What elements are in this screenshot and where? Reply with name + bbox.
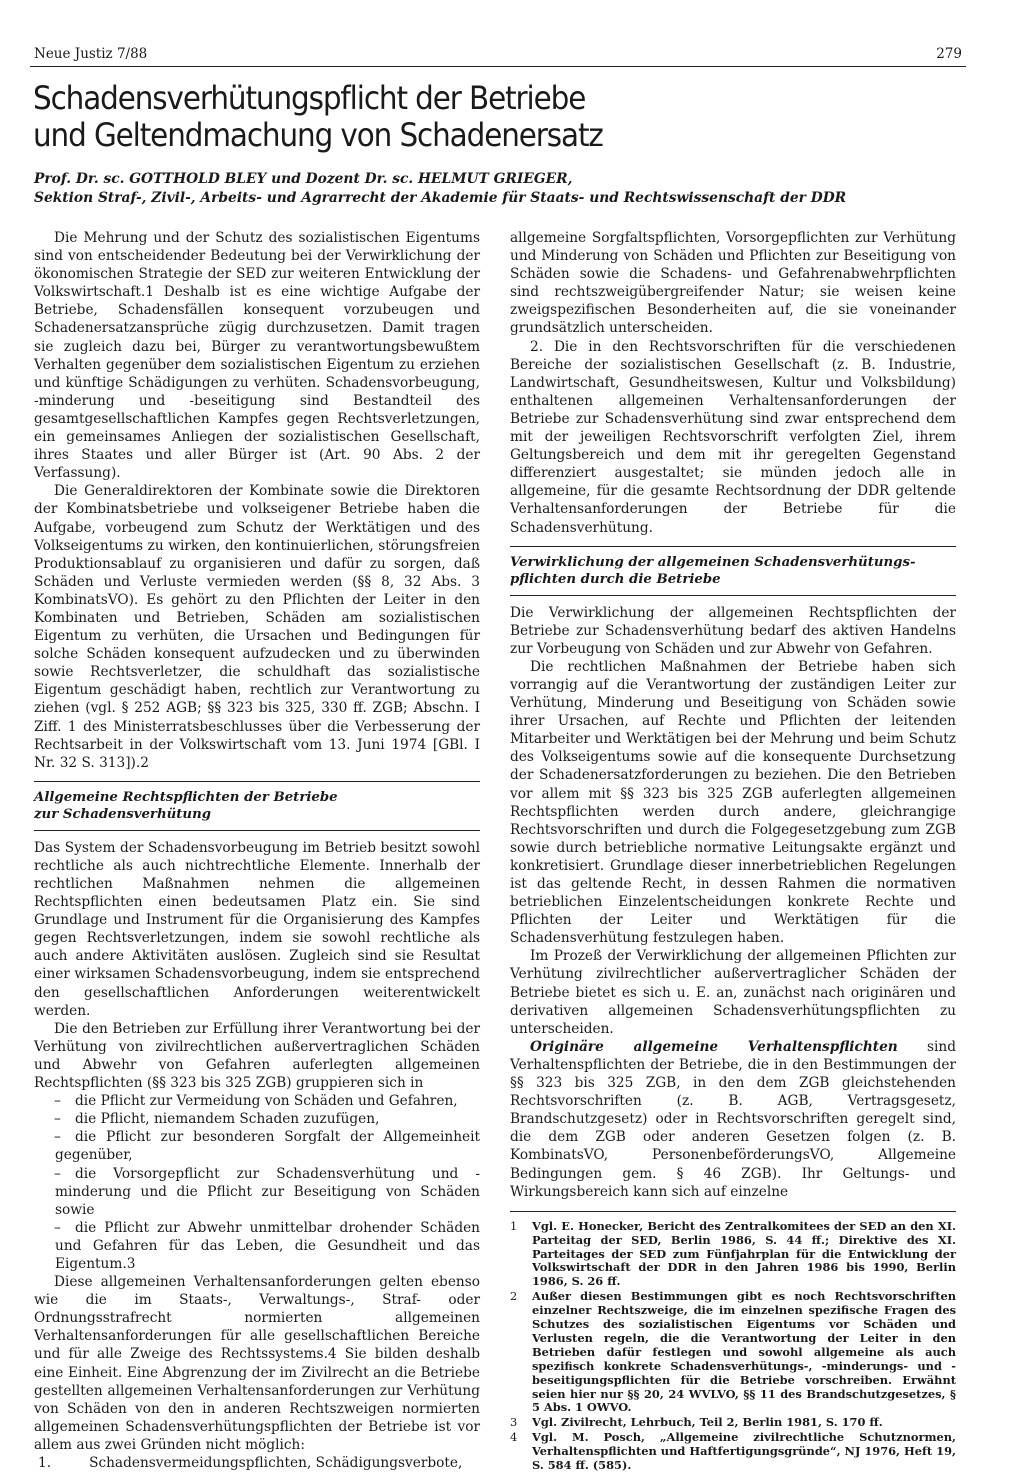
paragraph: Diese allgemeinen Verhaltensanforderungen gelten ebenso wie die im Staats-, Verwaltungs-, Straf- oder Ordnungsstrafrecht normierten allgemeinen Verhaltensanforderungen für alle gesellschaftlichen Bereiche und für alle Zweige des Rechtssystems.4 Sie bilden deshalb eine Einheit. Eine Abgrenzung der im Zivilrecht an die Betriebe gestellten allgemeinen Verhaltensanforderungen zur Verhütung von Schäden von den in anderen Rechtszweigen normierten allgemeinen Schadensverhütungspflichten der Betriebe ist vor allem aus zwei Gründen nicht möglich: bbox=[34, 1274, 480, 1453]
footnote bbox=[510, 1290, 956, 1415]
footnote-text: Vgl. Zivilrecht, Lehrbuch, Teil 2, Berlin 1981, S. 170 ff. bbox=[532, 1415, 883, 1430]
footnotes bbox=[510, 1220, 956, 1473]
paragraph: Im Prozeß der Verwirklichung der allgemeinen Pflichten zur Verhütung zivilrechtlicher außervertraglicher Schäden der Betriebe bietet es sich u. E. an, zunächst nach originären und derivativen allgemeinen Schadensverhütungspflichten zu unterscheiden. bbox=[510, 948, 956, 1037]
section-heading-line: Allgemeine Rechtspflichten der Betriebe bbox=[34, 789, 338, 805]
footnote-number: 4 bbox=[510, 1430, 518, 1445]
footnote-number: 1 bbox=[510, 1218, 518, 1233]
footnote-number: 3 bbox=[510, 1415, 518, 1430]
footnote-text: Vgl. M. Posch, „Allgemeine zivilrechtliche Schutznormen, Verhaltenspflichten und Haftfertigungsgründe“, NJ 1976, Heft 19, S. 584 ff. (585). bbox=[532, 1430, 956, 1473]
authors-affiliation: Sektion Straf-, Zivil-, Arbeits- und Agrarrecht der Akademie für Staats- und Rechtswissenschaft der DDR bbox=[34, 190, 847, 206]
article-title bbox=[33, 80, 898, 154]
footnote bbox=[510, 1431, 956, 1473]
footnote-rule bbox=[510, 1211, 956, 1212]
list-item: – die Pflicht, niemandem Schaden zuzufügen, bbox=[34, 1110, 480, 1128]
numbered-item-text: Schadensvermeidungspflichten, Schädigungsverbote, bbox=[89, 1455, 463, 1471]
numbered-item-label: 1. bbox=[38, 1455, 52, 1471]
footnote-text: Außer diesen Bestimmungen gibt es noch Rechtsvorschriften einzelner Rechtszweige, die im einzelnen spezifische Fragen des Schutzes des sozialistischen Eigentums vor Schäden und Verlusten regeln, die die Verantwortung der Leiter in den Betrieben dafür festlegen und sowohl allgemeine als auch spezifisch konkrete Schadensverhütungs-, -minderungs- und -beseitigungspflichten für die Betriebe vorschreiben. Erwähnt seien hier nur §§ 20, 24 WVLVO, §§ 11 des Brandschutzgesetzes, § 5 Abs. 1 OWVO. bbox=[532, 1289, 956, 1415]
dash-bullet: – bbox=[54, 1111, 61, 1128]
paragraph: Das System der Schadensvorbeugung im Betrieb besitzt sowohl rechtliche als auch nichtrechtliche Elemente. Innerhalb der rechtlichen Maßnahmen nehmen die allgemeinen Rechtspflichten einen bedeutsamen Platz ein. Sie sind Grundlage und Instrument für die Organisierung des Kampfes gegen Rechtsverletzungen, indem sie sowohl rechtliche als auch andere Aktivitäten auslösen. Zugleich sind sie Resultat einer wirksamen Schadensvorbeugung, indem sie entsprechend den gesellschaftlichen Anforderungen weiterentwickelt werden. bbox=[34, 839, 480, 1019]
dash-bullet: – bbox=[54, 1165, 61, 1182]
header-rule bbox=[30, 66, 966, 67]
author-block bbox=[34, 170, 974, 208]
left-column bbox=[34, 229, 480, 1472]
list-item: – die Pflicht zur besonderen Sorgfalt der Allgemeinheit gegenüber, bbox=[34, 1128, 480, 1164]
paragraph: Die Verwirklichung der allgemeinen Rechtspflichten der Betriebe zur Schadensverhütung bedarf des aktiven Handelns zur Vorbeugung von Schäden und zur Abwehr von Gefahren. bbox=[510, 604, 956, 657]
numbered-item bbox=[34, 1454, 480, 1472]
right-column bbox=[510, 229, 956, 1474]
spaced-emphasis: Originäre allgemeine Verhaltenspflichten bbox=[530, 1038, 898, 1055]
dash-bullet: – bbox=[54, 1219, 61, 1236]
authors-names: Prof. Dr. sc. GOTTHOLD BLEY und Dozent Dr. sc. HELMUT GRIEGER, bbox=[34, 171, 573, 187]
list-item: – die Vorsorgepflicht zur Schadensverhütung und -minderung und die Pflicht zur Beseitigung von Schäden sowie bbox=[34, 1165, 480, 1219]
section-heading-line: zur Schadensverhütung bbox=[34, 807, 212, 823]
dash-bullet: – bbox=[54, 1093, 61, 1110]
title-line-2: und Geltendmachung von Schadenersatz bbox=[33, 116, 603, 154]
paragraph: Originäre allgemeine Verhaltenspflichten sind Verhaltenspflichten der Betriebe, die in den Bestimmungen der §§ 323 bis 325 ZGB, in den dem ZGB gleichstehenden Rechtsvorschriften (z. B. AGB, Vertragsgesetz, Brandschutzgesetz) oder in Rechtsvorschriften geregelt sind, die dem ZGB oder anderen Gesetzen folgen (z. B. KombinatsVO, PersonenbeförderungsVO, Allgemeine Bedingungen gem. § 46 ZGB). Ihr Geltungs- und Wirkungsbereich kann sich auf einzelne bbox=[510, 1038, 956, 1200]
footnote bbox=[510, 1416, 956, 1430]
footnote bbox=[510, 1220, 956, 1290]
running-header bbox=[34, 46, 962, 66]
list-item: – die Pflicht zur Vermeidung von Schäden und Gefahren, bbox=[34, 1092, 480, 1110]
dash-bullet: – bbox=[54, 1129, 61, 1146]
title-line-1: Schadensverhütungspflicht der Betriebe bbox=[33, 79, 586, 117]
list-item: – die Pflicht zur Abwehr unmittelbar drohender Schäden und Gefahren für das Leben, die Gesundheit und das Eigentum.3 bbox=[34, 1219, 480, 1273]
section-heading bbox=[510, 546, 956, 596]
paragraph: 2. Die in den Rechtsvorschriften für die verschiedenen Bereiche der sozialistischen Gesellschaft (z. B. Industrie, Landwirtschaft, Gesundheitswesen, Kultur und Volksbildung) enthaltenen allgemeinen Verhaltensanforderungen der Betriebe zur Schadensverhütung sind zwar entsprechend dem mit der jeweiligen Rechtsvorschrift verfolgten Ziel, ihrem Geltungsbereich und dem mit ihr geregelten Gegenstand differenziert ausgestaltet; sie münden jedoch alle in allgemeine, für die gesamte Rechtsordnung der DDR geltende Verhaltensanforderungen der Betriebe für die Schadensverhütung. bbox=[510, 338, 956, 536]
paragraph: Die den Betrieben zur Erfüllung ihrer Verantwortung bei der Verhütung von zivilrechtlichen außervertraglichen Schäden und Abwehr von Gefahren auferlegten allgemeinen Rechtspflichten (§§ 323 bis 325 ZGB) gruppieren sich in bbox=[34, 1020, 480, 1092]
journal-issue: Neue Justiz 7/88 bbox=[34, 46, 148, 62]
section-heading-line: pflichten durch die Betriebe bbox=[510, 572, 721, 588]
page-number: 279 bbox=[936, 46, 962, 62]
dash-list bbox=[34, 1092, 480, 1273]
section-heading bbox=[34, 781, 480, 831]
paragraph: Die Generaldirektoren der Kombinate sowie die Direktoren der Kombinatsbetriebe und volkseigener Betriebe haben die Aufgabe, vorbeugend zum Schutz der Werktätigen und des Volkseigentums zu wirken, den kontinuierlichen, störungsfreien Produktionsablauf zu organisieren und dafür zu sorgen, daß Schäden und Verluste vermieden werden (§§ 8, 32 Abs. 3 KombinatsVO). Es gehört zu den Pflichten der Leiter in den Kombinaten und Betrieben, Schäden am sozialistischen Eigentum zu verhüten, die Ursachen und Bedingungen für solche Schäden konsequent aufzudecken und zu überwinden sowie Rechtsverletzer, die schuldhaft das sozialistische Eigentum geschädigt haben, rechtlich zur Verantwortung zu ziehen (vgl. § 252 AGB; §§ 323 bis 325, 330 ff. ZGB; Abschn. I Ziff. 1 des Ministerratsbeschlusses über die Verbesserung der Rechtsarbeit in der Volkswirtschaft vom 13. Juni 1974 [GBl. I Nr. 32 S. 313]).2 bbox=[34, 483, 480, 771]
paragraph: Die rechtlichen Maßnahmen der Betriebe haben sich vorrangig auf die Verantwortung der zuständigen Leiter zur Verhütung, Minderung und Beseitigung von Schäden sowie ihrer Ursachen, auf Rechte und Pflichten der leitenden Mitarbeiter und Werktätigen bei der Mehrung und beim Schutz des Volkseigentums sowie auf die konsequente Durchsetzung der Schadenersatzforderungen zu beziehen. Die den Betrieben vor allem mit §§ 323 bis 325 ZGB auferlegten allgemeinen Rechtspflichten werden durch andere, gleichrangige Rechtsvorschriften und durch die Folgegesetzgebung zum ZGB sowie durch betriebliche normative Leitungsakte ergänzt und konkretisiert. Grundlage dieser innerbetrieblichen Regelungen ist das geltende Recht, in dessen Rahmen die normativen betrieblichen Einzelentscheidungen konkrete Rechte und Pflichten der Leiter und Werktätigen für die Schadensverhütung festzulegen haben. bbox=[510, 658, 956, 947]
paragraph: allgemeine Sorgfaltspflichten, Vorsorgepflichten zur Verhütung und Minderung von Schäden und Pflichten zur Beseitigung von Schäden sowie die Schadens- und Gefahrenabwehrpflichten sind rechtszweigübergreifender Natur; sie weisen keine zweigspezifischen Besonderheiten auf, die sie voneinander grundsätzlich unterscheiden. bbox=[510, 230, 956, 337]
section-heading-line: Verwirklichung der allgemeinen Schadensverhütungs- bbox=[510, 554, 916, 570]
footnote-number: 2 bbox=[510, 1289, 518, 1304]
paragraph: Die Mehrung und der Schutz des sozialistischen Eigentums sind von entscheidender Bedeutung bei der Verwirklichung der ökonomischen Strategie der SED zur weiteren Entwicklung der Volkswirtschaft.1 Deshalb ist es eine wichtige Aufgabe der Betriebe, Schadensfällen konsequent vorzubeugen und Schadenersatzansprüche zügig durchzusetzen. Damit tragen sie zugleich dazu bei, Bürger zu verantwortungsbewußtem Verhalten gegenüber dem sozialistischen Eigentum zu erziehen und künftige Schädigungen zu verhüten. Schadensvorbeugung, -minderung und -beseitigung sind Bestandteil des gesamtgesellschaftlichen Kampfes gegen Rechtsverletzungen, ein gemeinsames Anliegen der sozialistischen Gesellschaft, ihres Staates und aller Bürger ist (Art. 90 Abs. 2 der Verfassung). bbox=[34, 230, 480, 482]
footnote-text: Vgl. E. Honecker, Bericht des Zentralkomitees der SED an den XI. Parteitag der SED, Berlin 1986, S. 44 ff.; Direktive des XI. Parteitages der SED zum Fünfjahrplan für die Entwicklung der Volkswirtschaft der DDR in den Jahren 1986 bis 1990, Berlin 1986, S. 26 ff. bbox=[532, 1218, 956, 1289]
